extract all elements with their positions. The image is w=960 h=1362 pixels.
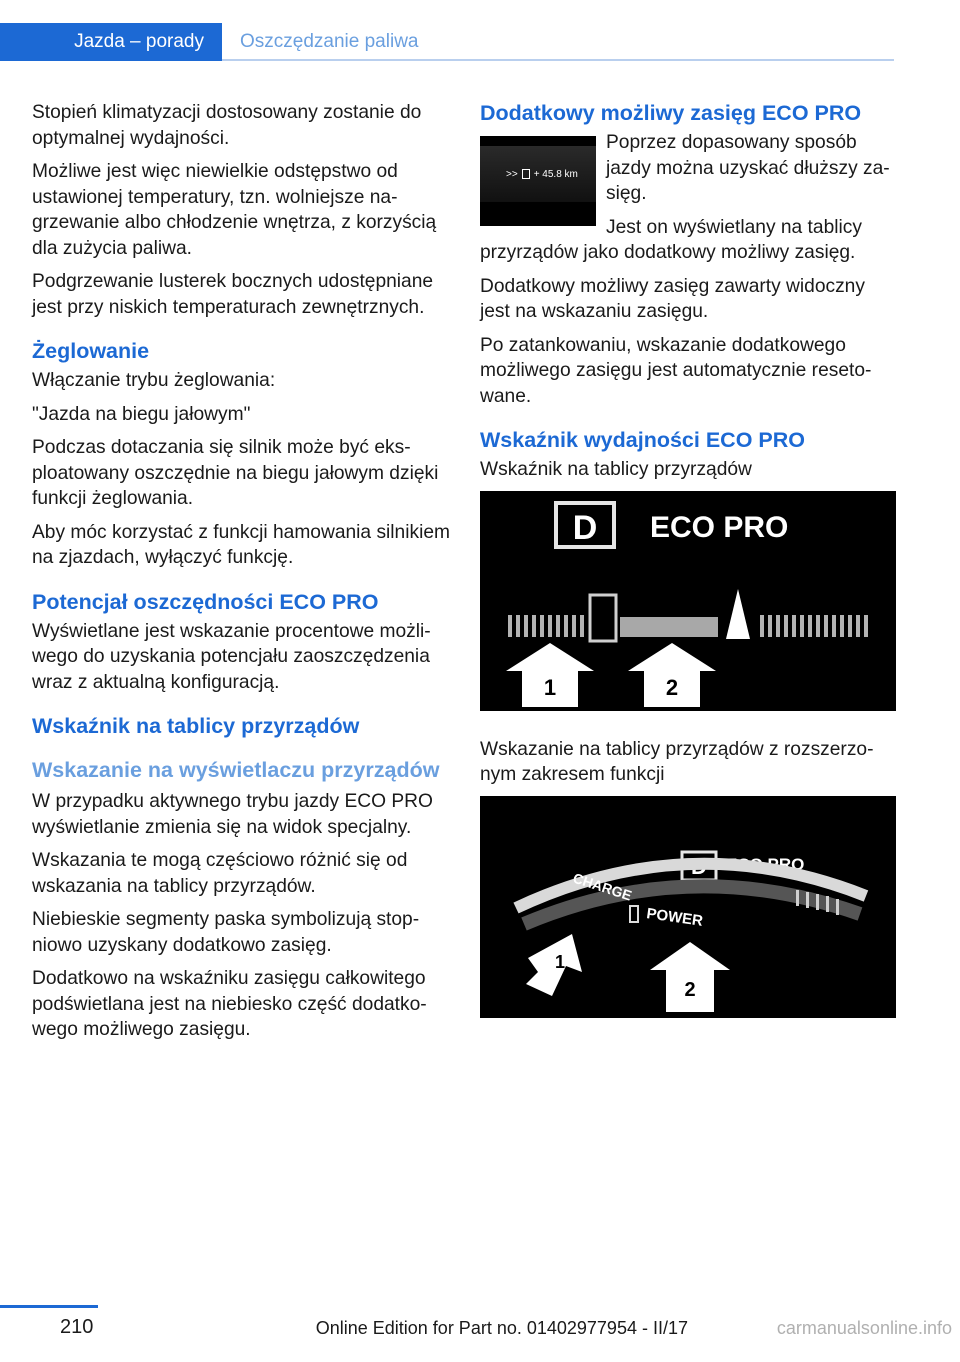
gear-label: D	[691, 853, 707, 879]
paragraph: Wyświetlane jest wskazanie procentowe możliwego do uzyskania potencjału zaoszczędzenia wraz z aktualną konfiguracją.	[32, 620, 431, 693]
paragraph: Stopień klimatyzacji dostosowany zostanie do optymalnej wydajności.	[32, 102, 422, 149]
callout-number-2: 2	[684, 978, 696, 1001]
eco-pro-indicator-figure	[480, 491, 896, 711]
paragraph: Włączanie trybu żeglowania:	[32, 370, 276, 391]
section-title: Jazda – porady	[74, 31, 204, 52]
heading-dodatkowy: Dodatkowy możliwy zasięg ECO PRO	[480, 101, 862, 125]
heading-wskaznik: Wskaźnik na tablicy przyrządów	[32, 714, 360, 738]
eco-pro-extended-figure	[480, 796, 896, 1018]
gear-label: D	[572, 508, 598, 547]
paragraph: Po zatankowaniu, wskazanie dodatkowego możliwego zasięgu jest automatycznie resetowane.	[480, 334, 872, 407]
page-number: 210	[60, 1316, 94, 1338]
range-display-bar	[480, 146, 596, 202]
page-header	[0, 0, 960, 62]
edition-info: Online Edition for Part no. 01402977954 - II/17	[315, 1318, 688, 1338]
paragraph: Wskazanie na tablicy przyrządów z rozszerzonym zakresem funkcji	[480, 738, 874, 785]
paragraph: Poprzez dopasowany sposób jazdy można uzyskać dłuższy zasięg.	[606, 132, 890, 204]
paragraph: Dodatkowo na wskaźniku zasięgu całkowitego podświetlana jest na niebiesko część dodatkowego możliwego zasięgu.	[32, 968, 427, 1040]
paragraph: Możliwe jest więc niewielkie odstępstwo od ustawionej temperatury, tzn. wolniejsze nagrzewanie albo chłodzenie wnętrza, z korzyścią dla zużycia paliwa.	[32, 161, 437, 259]
footer-divider	[0, 1305, 98, 1308]
range-display-image	[480, 136, 596, 226]
left-column	[32, 100, 452, 1051]
heading-zeglowanie: Żeglowanie	[32, 339, 150, 363]
paragraph: "Jazda na biegu jałowym"	[32, 403, 251, 425]
header-divider	[222, 59, 894, 61]
heading-potencjal: Potencjał oszczędności ECO PRO	[32, 589, 379, 614]
paragraph: Podczas dotaczania się silnik może być eksploatowany oszczędnie na biegu jałowym dzięki funkcji żeglowania.	[32, 437, 439, 509]
paragraph: Wskazania te mogą częściowo różnić się od wskazania na tablicy przyrządów.	[32, 850, 408, 897]
range-arrows: >>	[506, 168, 518, 180]
mode-label: ECO PRO	[650, 510, 789, 544]
heading-wyswietlacz: Wskazanie na wyświetlaczu przyrządów	[32, 758, 440, 782]
fuel-pump-icon	[522, 169, 530, 179]
heading-wydajnosc: Wskaźnik wydajności ECO PRO	[480, 428, 805, 452]
paragraph: Wskaźnik na tablicy przyrządów	[480, 459, 752, 480]
paragraph: W przypadku aktywnego trybu jazdy ECO PRO wyświetlanie zmienia się na widok specjalny.	[32, 791, 433, 838]
callout-number-2: 2	[665, 674, 679, 700]
callout-number-1: 1	[543, 674, 557, 700]
paragraph: Niebieskie segmenty paska symbolizują stopniowo uzyskany dodatkowo zasięg.	[32, 909, 420, 956]
paragraph: Aby móc korzystać z funkcji hamowania silnikiem na zjazdach, wyłączyć funkcję.	[32, 521, 451, 568]
watermark: carmanualsonline.info	[776, 1318, 952, 1338]
eco-pro-extended-illustration	[480, 796, 896, 1018]
paragraph: Dodatkowy możliwy zasięg zawarty widoczny jest na wskazaniu zasięgu.	[480, 275, 865, 322]
range-value: + 45.8 km	[533, 168, 578, 180]
mode-label: ECO PRO	[726, 854, 805, 874]
subsection-tab	[240, 23, 418, 61]
section-tab	[0, 23, 222, 61]
callout-number-1: 1	[554, 951, 566, 972]
subsection-title: Oszczędzanie paliwa	[240, 31, 419, 52]
efficiency-bar-fill	[620, 617, 718, 637]
paragraph: Jest on wyświetlany na tablicy przyrządów jako dodatkowy możliwy zasięg.	[480, 216, 862, 263]
power-label: POWER	[645, 904, 704, 930]
right-column	[480, 100, 896, 1018]
paragraph: Podgrzewanie lusterek bocznych udostępniane jest przy niskich temperaturach zewnętrznych.	[32, 271, 434, 318]
charge-label: CHARGE	[571, 869, 634, 904]
eco-pro-indicator-illustration	[480, 491, 896, 711]
